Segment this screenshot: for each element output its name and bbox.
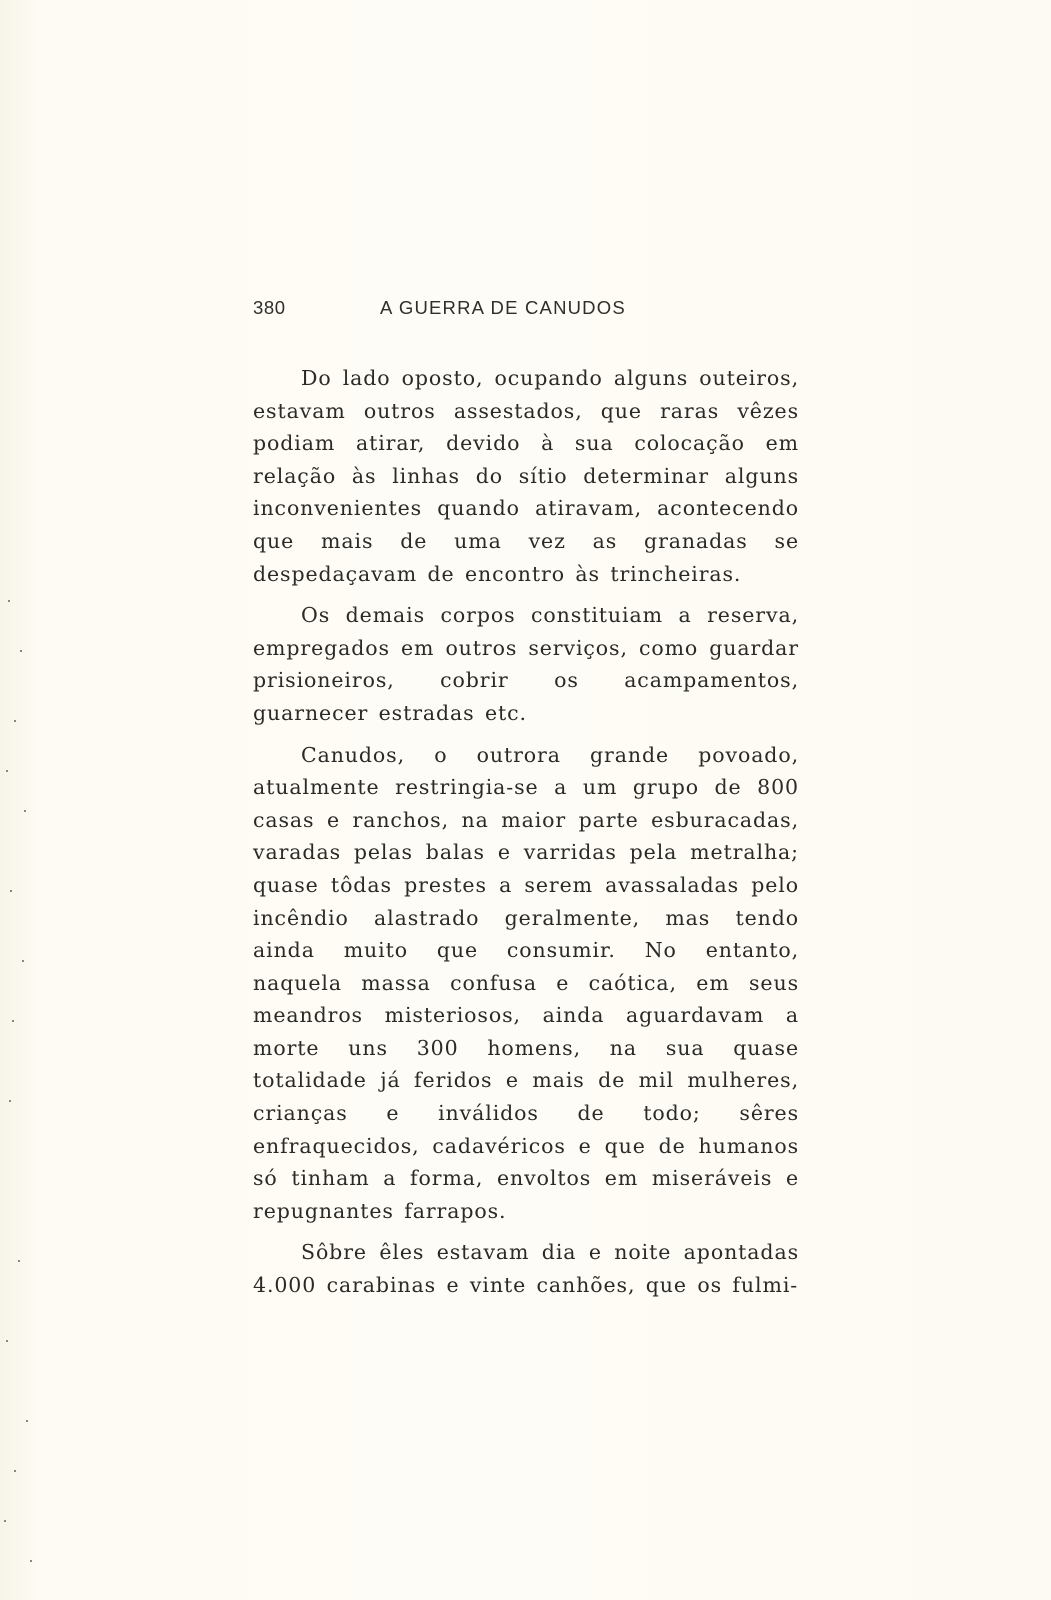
speck bbox=[30, 1560, 32, 1562]
speck bbox=[20, 650, 22, 652]
paragraph-1: Do lado oposto, ocupando alguns outeiros, estavam outros assestados, que raras vêzes podiam atirar, devido à sua colocação em relação às linhas do sítio determinar alguns inconvenientes quando atiravam, acontecendo que mais de uma vez as granadas se despedaçavam de encontro às trincheiras. bbox=[253, 366, 799, 586]
margin-specks bbox=[0, 560, 60, 1600]
speck bbox=[4, 1520, 6, 1522]
page-number: 380 bbox=[253, 297, 286, 318]
speck bbox=[26, 1420, 28, 1422]
speck bbox=[22, 960, 24, 962]
speck bbox=[6, 770, 8, 772]
paragraph-4: Sôbre êles estavam dia e noite apontadas 4.000 carabinas e vinte canhões, que os fulmi- bbox=[253, 1240, 799, 1298]
speck bbox=[10, 890, 12, 892]
speck bbox=[9, 1100, 11, 1102]
body-text bbox=[253, 362, 799, 1302]
speck bbox=[14, 720, 16, 722]
speck bbox=[8, 600, 10, 602]
speck bbox=[6, 1340, 8, 1342]
paragraph-2: Os demais corpos constituiam a reserva, empregados em outros serviços, como guardar prisioneiros, cobrir os acampamentos, guarnecer estradas etc. bbox=[253, 603, 799, 725]
speck bbox=[24, 810, 26, 812]
book-title: A GUERRA DE CANUDOS bbox=[380, 297, 626, 318]
speck bbox=[18, 1260, 20, 1262]
running-head bbox=[253, 297, 813, 325]
paragraph-3: Canudos, o outrora grande povoado, atualmente restringia-se a um grupo de 800 casas e ranchos, na maior parte esburacadas, varadas pelas balas e varridas pela metralha; quase tôdas prestes a serem avassaladas pelo incêndio alastrado geralmente, mas tendo ainda muito que consumir. No entanto, naquela massa confusa e caótica, em seus meandros misteriosos, ainda aguardavam a morte uns 300 homens, na sua quase totalidade já feridos e mais de mil mulheres, crianças e inválidos de todo; sêres enfraquecidos, cadavéricos e que de humanos só tinham a forma, envoltos em miseráveis e repugnantes farrapos. bbox=[253, 742, 799, 1223]
speck bbox=[12, 1020, 14, 1022]
speck bbox=[14, 1470, 16, 1472]
